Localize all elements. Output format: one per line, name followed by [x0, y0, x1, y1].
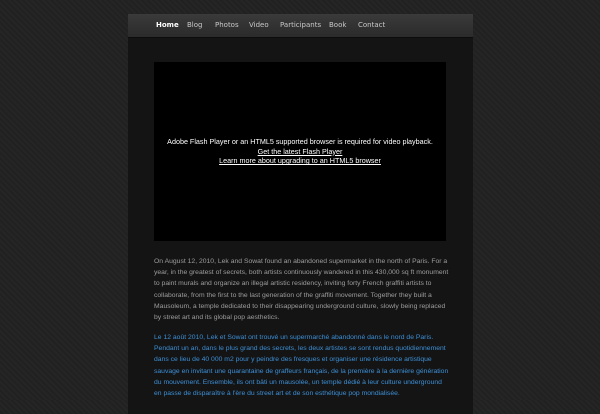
nav-contact[interactable]: Contact	[358, 21, 386, 29]
main-navigation	[128, 14, 473, 38]
video-fallback-message	[154, 137, 446, 166]
flash-required-text: Adobe Flash Player or an HTML5 supported browser is required for video playback.	[167, 137, 433, 146]
nav-photos[interactable]: Photos	[215, 21, 239, 29]
get-flash-link[interactable]: Get the latest Flash Player	[257, 146, 343, 156]
video-player[interactable]	[154, 62, 446, 241]
nav-blog[interactable]: Blog	[187, 21, 203, 29]
description-french: Le 12 août 2010, Lek et Sowat ont trouvé un supermarché abandonné dans le nord de Paris. Pendant un an, dans le plus grand des secrets, les deux artistes se sont rendus quotidiennement dans ce lieu de 40 000 m2 pour y peindre des fresques et organiser une résidence artistique sauvage en invitant une quarantaine de graffeurs français, de la première à la dernière génération du mouvement. Ensemble, ils ont bâti un mausolée, un temple dédié à leur culture underground en passe de disparaître à l'ère du street art et de son esthétique pop mondialisée.	[154, 334, 449, 398]
nav-book[interactable]: Book	[329, 21, 347, 29]
nav-home[interactable]: Home	[156, 21, 179, 29]
page-container	[128, 14, 473, 414]
html5-upgrade-link[interactable]: Learn more about upgrading to an HTML5 browser	[219, 156, 381, 165]
description-english: On August 12, 2010, Lek and Sowat found an abandoned supermarket in the north of Paris. For a year, in the greatest of secrets, both artists continuously wandered in this 430,000 sq ft monument to paint murals and organize an illegal artistic residency, inviting forty French graffiti artists to collaborate, from the first to the last generation of the graffiti movement. Together they built a Mausoleum, a temple dedicated to their disappearing underground culture, slowly being replaced by street art and its global pop aesthetics.	[154, 258, 449, 322]
nav-participants[interactable]: Participants	[280, 21, 322, 29]
nav-video[interactable]: Video	[249, 21, 269, 29]
